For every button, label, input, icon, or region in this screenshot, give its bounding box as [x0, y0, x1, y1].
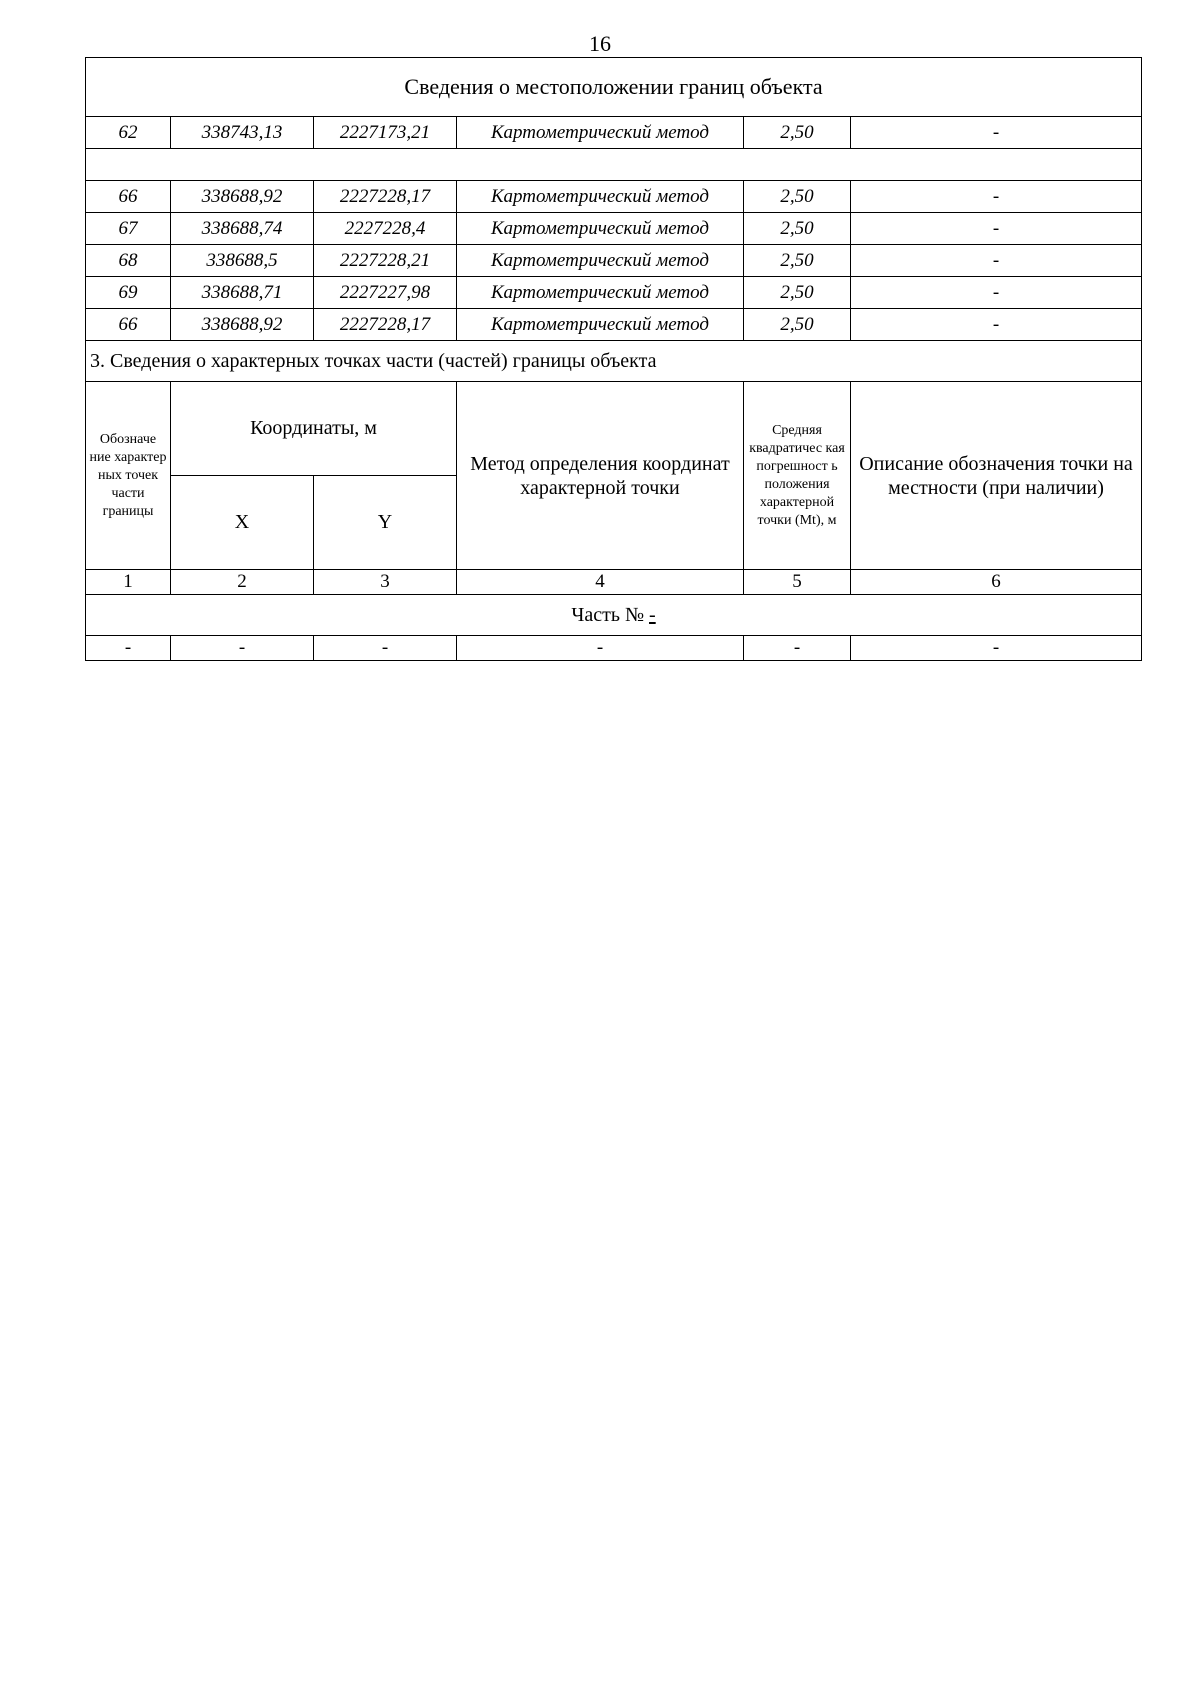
part-label: Часть №	[571, 603, 645, 626]
coord-x: 338688,92	[171, 181, 314, 213]
coord-y: 2227228,4	[314, 213, 457, 245]
table-row	[86, 277, 1142, 309]
column-number: 6	[851, 570, 1142, 595]
header-description: Описание обозначения точки на местности (при наличии)	[851, 382, 1142, 570]
blank-row	[86, 149, 1142, 181]
part-value: -	[649, 603, 656, 626]
empty-value: -	[171, 636, 314, 661]
empty-value: -	[851, 636, 1142, 661]
coord-y: 2227228,21	[314, 245, 457, 277]
coord-y: 2227228,17	[314, 309, 457, 341]
description: -	[851, 117, 1142, 149]
point-number: 66	[86, 309, 171, 341]
coord-x: 338688,5	[171, 245, 314, 277]
method: Картометрический метод	[457, 213, 744, 245]
description: -	[851, 181, 1142, 213]
empty-value: -	[744, 636, 851, 661]
method: Картометрический метод	[457, 277, 744, 309]
blank-cell	[86, 149, 1142, 181]
description: -	[851, 213, 1142, 245]
header-method: Метод определения координат характерной точки	[457, 382, 744, 570]
description: -	[851, 245, 1142, 277]
section-title-row	[86, 58, 1142, 117]
method: Картометрический метод	[457, 309, 744, 341]
mt-value: 2,50	[744, 309, 851, 341]
coord-x: 338688,92	[171, 309, 314, 341]
coord-y: 2227227,98	[314, 277, 457, 309]
table-row	[86, 309, 1142, 341]
empty-value: -	[314, 636, 457, 661]
column-number-row	[86, 570, 1142, 595]
table-row	[86, 213, 1142, 245]
coord-y: 2227173,21	[314, 117, 457, 149]
section3-title: 3. Сведения о характерных точках части (частей) границы объекта	[86, 341, 1142, 382]
table-row	[86, 636, 1142, 661]
description: -	[851, 277, 1142, 309]
section3-header-row	[86, 382, 1142, 476]
table-row	[86, 117, 1142, 149]
column-number: 3	[314, 570, 457, 595]
table-row	[86, 181, 1142, 213]
coord-x: 338688,71	[171, 277, 314, 309]
coord-x: 338743,13	[171, 117, 314, 149]
column-number: 4	[457, 570, 744, 595]
empty-value: -	[86, 636, 171, 661]
header-y: Y	[314, 476, 457, 570]
coord-x: 338688,74	[171, 213, 314, 245]
point-number: 69	[86, 277, 171, 309]
header-mt: Средняя квадратичес кая погрешност ь положения характерной точки (Mt), м	[744, 382, 851, 570]
part-row	[86, 595, 1142, 636]
mt-value: 2,50	[744, 213, 851, 245]
section-title: Сведения о местоположении границ объекта	[86, 58, 1142, 117]
header-x: X	[171, 476, 314, 570]
header-point-designation: Обозначе ние характер ных точек части границы	[86, 382, 171, 570]
mt-value: 2,50	[744, 277, 851, 309]
mt-value: 2,50	[744, 117, 851, 149]
mt-value: 2,50	[744, 181, 851, 213]
method: Картометрический метод	[457, 245, 744, 277]
column-number: 1	[86, 570, 171, 595]
section3-title-row	[86, 341, 1142, 382]
description: -	[851, 309, 1142, 341]
boundary-table	[85, 57, 1142, 661]
part-cell	[86, 595, 1142, 636]
empty-value: -	[457, 636, 744, 661]
coord-y: 2227228,17	[314, 181, 457, 213]
mt-value: 2,50	[744, 245, 851, 277]
table-row	[86, 245, 1142, 277]
point-number: 62	[86, 117, 171, 149]
page-number: 16	[589, 31, 611, 56]
column-number: 2	[171, 570, 314, 595]
header-coordinates: Координаты, м	[171, 382, 457, 476]
point-number: 67	[86, 213, 171, 245]
method: Картометрический метод	[457, 181, 744, 213]
column-number: 5	[744, 570, 851, 595]
method: Картометрический метод	[457, 117, 744, 149]
point-number: 68	[86, 245, 171, 277]
point-number: 66	[86, 181, 171, 213]
